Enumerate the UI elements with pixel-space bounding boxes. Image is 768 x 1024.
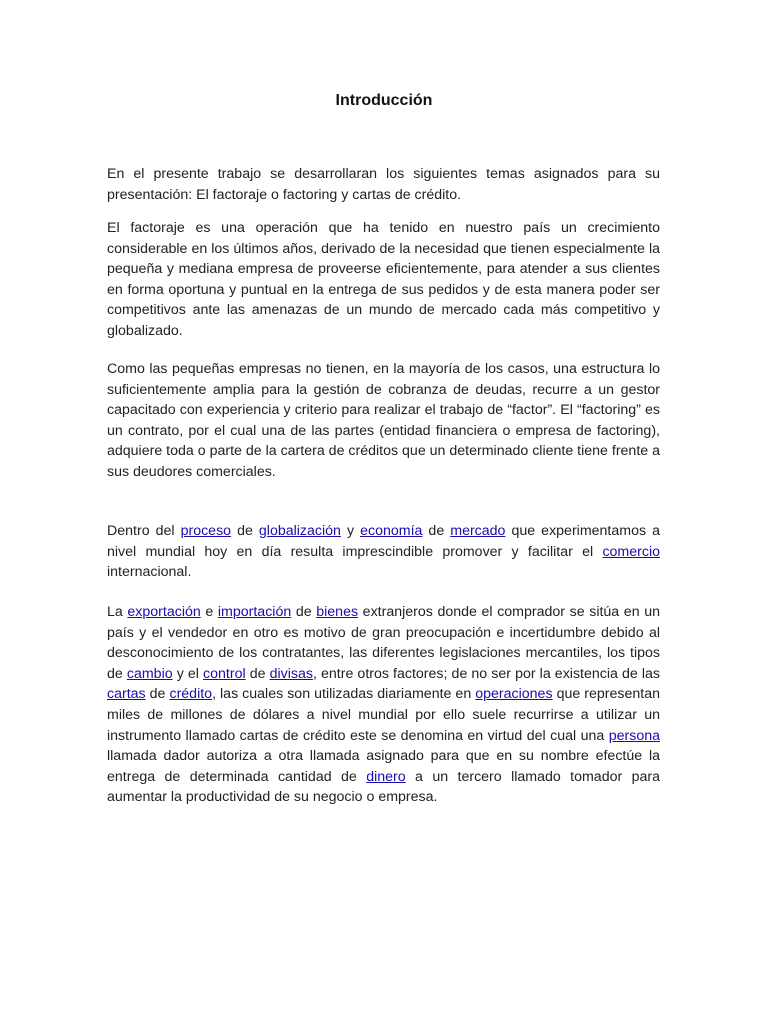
link-proceso[interactable]: proceso <box>180 523 232 539</box>
text-run: a un tercero llamado tomador para aumentar la productividad de su negocio o empresa. <box>107 768 660 806</box>
text-run: que experimentamos a nivel mundial hoy en día resulta imprescindible promover y facilitar el <box>107 523 660 560</box>
text-run: , las cuales son utilizadas diariamente en <box>212 686 476 703</box>
link-importacion[interactable]: importación <box>217 604 292 620</box>
paragraph-factoraje: El factoraje es una operación que ha tenido en nuestro país un crecimiento considerable en los últimos años, derivado de la necesidad que tienen especialmente la pequeña y mediana empresa de proveerse eficientemente, para atender a sus clientes en forma oportuna y puntual en la entrega de sus pedidos y de esta manera poder ser competitivos ante las amenazas de un mundo de mercado cada más competitivo y globalizado. <box>107 220 660 339</box>
text-run: de <box>231 523 259 539</box>
paragraph-globalizacion <box>107 521 660 583</box>
link-persona[interactable]: persona <box>608 727 660 744</box>
link-cambio[interactable]: cambio <box>126 665 173 682</box>
text-run: internacional. <box>107 564 192 581</box>
link-globalizacion[interactable]: globalización <box>258 523 341 539</box>
paragraph-pequenas-empresas: Como las pequeñas empresas no tienen, en la mayoría de los casos, una estructura lo suficientemente amplia para la gestión de cobranza de deudas, recurre a un gestor capacitado con experiencia y criterio para realizar el trabajo de “factor”. El “factoring” es un contrato, por el cual una de las partes (entidad financiera o empresa de factoring), adquiere toda o parte de la cartera de créditos que un determinado cliente tiene frente a sus deudores comerciales. <box>107 361 660 480</box>
link-control[interactable]: control <box>203 665 246 682</box>
text-run: y <box>340 523 361 539</box>
text-run: extranjeros donde el comprador se sitúa en un país y el vendedor en otro es motivo de gran preocupación e incertidumbre debido al desconocimiento de los contratantes, las diferentes legislaciones mercantiles, los tipos de <box>107 604 660 682</box>
text-run: de <box>245 665 270 682</box>
text-run: e <box>200 604 218 620</box>
page-title: Introducción <box>335 92 433 109</box>
paragraph-exportacion <box>107 602 660 808</box>
link-credito[interactable]: crédito <box>169 686 213 703</box>
link-bienes[interactable]: bienes <box>316 604 359 620</box>
text-run: llamada dador autoriza a otra llamada asignado para que en su nombre efectúe la entrega de determinada cantidad de <box>107 748 660 785</box>
link-operaciones[interactable]: operaciones <box>475 686 553 703</box>
text-run: , entre otros factores; de no ser por la existencia de las <box>312 665 660 682</box>
text-run: y el <box>172 665 204 682</box>
text-run: que representan miles de millones de dólares a nivel mundial por ello suele recurrirse a utilizar un instrumento llamado cartas de crédito este se denomina en virtud del cual una <box>107 686 660 744</box>
link-divisas[interactable]: divisas <box>269 665 313 682</box>
link-comercio[interactable]: comercio <box>602 543 660 560</box>
text-run: Dentro del <box>107 523 181 539</box>
text-run: de <box>291 604 317 620</box>
link-exportacion[interactable]: exportación <box>127 604 201 620</box>
text-run: de <box>145 686 170 703</box>
text-run: de <box>422 523 451 539</box>
text-run: La <box>107 604 128 620</box>
link-dinero[interactable]: dinero <box>366 768 406 785</box>
link-economia[interactable]: economía <box>360 523 423 539</box>
paragraph-intro: En el presente trabajo se desarrollaran los siguientes temas asignados para su presentación: El factoraje o factoring y cartas de crédito. <box>107 166 660 203</box>
link-cartas[interactable]: cartas <box>107 686 146 703</box>
link-mercado[interactable]: mercado <box>450 523 506 539</box>
